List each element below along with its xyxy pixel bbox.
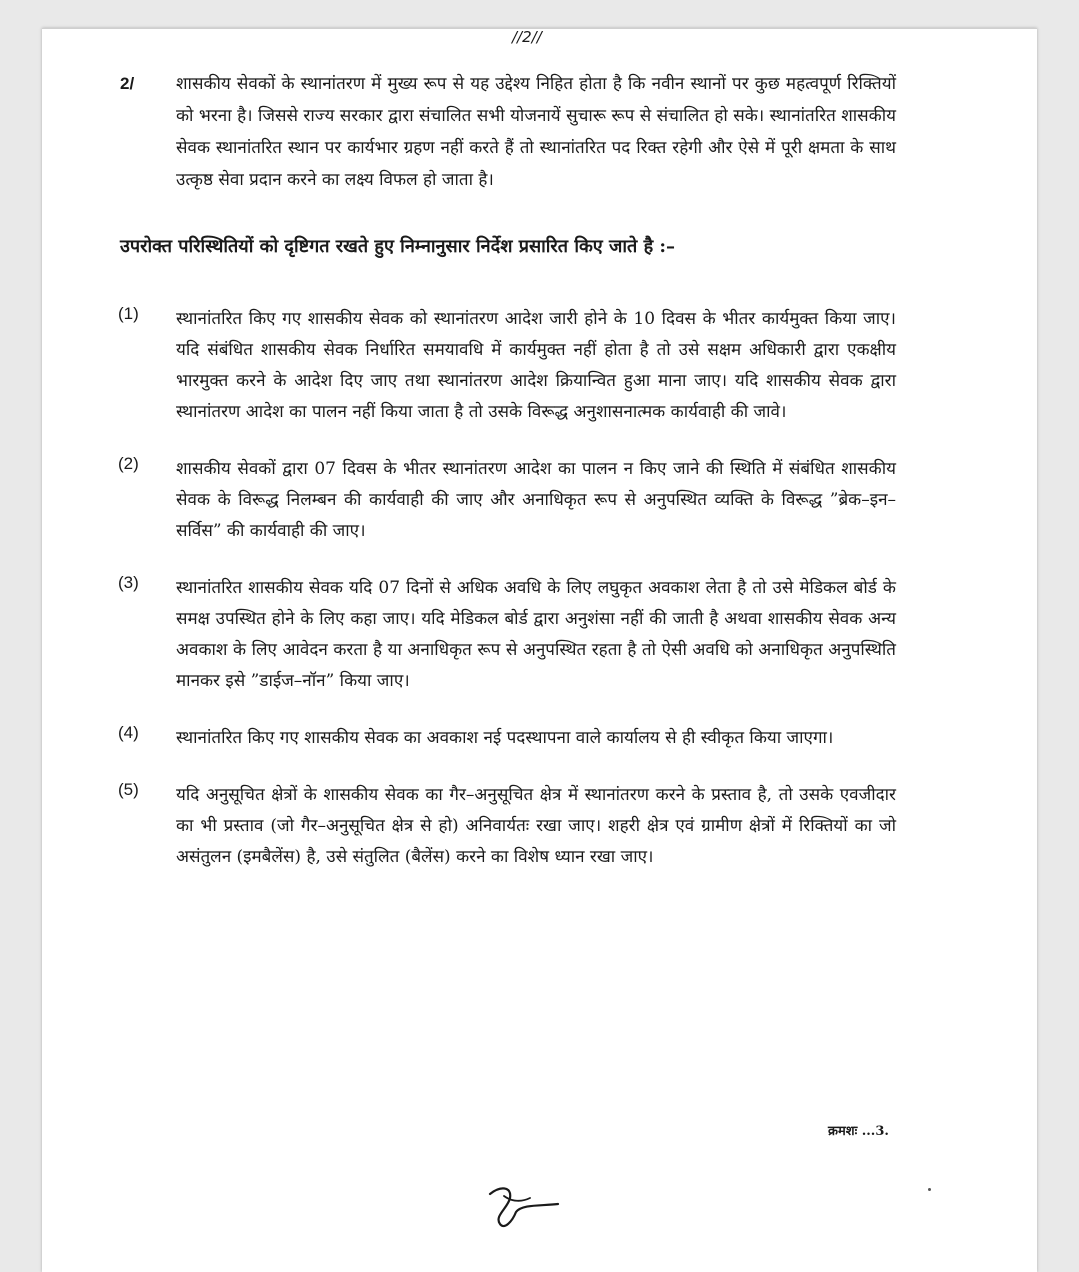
directive-text: स्थानांतरित शासकीय सेवक यदि 07 दिनों से अधिक अवधि के लिए लघुकृत अवकाश लेता है तो उसे मेडिकल बोर्ड के समक्ष उपस्थित होने के लिए कहा जाए। यदि मेडिकल बोर्ड द्वारा अनुशंसा नहीं की जाती है अथवा शासकीय सेवक अन्य अवकाश के लिए आवेदन करता है या अनाधिकृत रूप से अनुपस्थित रहता है तो ऐसी अवधि को अनाधिकृत अनुपस्थिति मानकर इसे ”डाईज–नॉन” किया जाए। bbox=[176, 578, 896, 691]
signature-mark bbox=[482, 1176, 562, 1236]
document-body bbox=[118, 68, 896, 899]
directive-item-1 bbox=[118, 304, 896, 428]
directive-item-4 bbox=[118, 723, 896, 754]
directive-number: (5) bbox=[118, 780, 139, 799]
directives-heading: उपरोक्त परिस्थितियों को दृष्टिगत रखते हुए निम्नानुसार निर्देश प्रसारित किए जाते है :– bbox=[120, 236, 676, 257]
intro-paragraph bbox=[120, 68, 896, 196]
paper-speck bbox=[928, 1188, 931, 1191]
continued-note: क्रमशः ...3. bbox=[828, 1124, 889, 1139]
directive-item-2 bbox=[118, 454, 896, 547]
intro-paragraph-number: 2/ bbox=[120, 74, 135, 93]
directive-text: यदि अनुसूचित क्षेत्रों के शासकीय सेवक का गैर–अनुसूचित क्षेत्र में स्थानांतरण करने के प्रस्ताव है, तो उसके एवजीदार का भी प्रस्ताव (जो गैर–अनुसूचित क्षेत्र से हो) अनिवार्यतः रखा जाए। शहरी क्षेत्र एवं ग्रामीण क्षेत्रों में रिक्तियों का जो असंतुलन (इमबैलेंस) है, उसे संतुलित (बैलेंस) करने का विशेष ध्यान रखा जाए। bbox=[176, 785, 896, 867]
intro-paragraph-text: शासकीय सेवकों के स्थानांतरण में मुख्य रूप से यह उद्देश्य निहित होता है कि नवीन स्थानों पर कुछ महत्वपूर्ण रिक्तियों को भरना है। जिससे राज्य सरकार द्वारा संचालित सभी योजनायें सुचारू रूप से संचालित हो सके। स्थानांतरित शासकीय सेवक स्थानांतरित स्थान पर कार्यभार ग्रहण नहीं करते हैं तो स्थानांतरित पद रिक्त रहेगी और ऐसे में पूरी क्षमता के साथ उत्कृष्ठ सेवा प्रदान करने का लक्ष्य विफल हो जाता है। bbox=[176, 74, 896, 190]
directive-number: (3) bbox=[118, 573, 139, 592]
directive-number: (2) bbox=[118, 454, 139, 473]
directive-item-3 bbox=[118, 573, 896, 697]
page-number: //2// bbox=[512, 28, 542, 46]
document-page bbox=[42, 28, 1037, 1272]
directive-number: (1) bbox=[118, 304, 139, 323]
directive-item-5 bbox=[118, 780, 896, 873]
directive-text: स्थानांतरित किए गए शासकीय सेवक का अवकाश नई पदस्थापना वाले कार्यालय से ही स्वीकृत किया जाएगा। bbox=[176, 728, 834, 748]
directive-number: (4) bbox=[118, 723, 139, 742]
directive-text: शासकीय सेवकों द्वारा 07 दिवस के भीतर स्थानांतरण आदेश का पालन न किए जाने की स्थिति में संबंधित शासकीय सेवक के विरूद्ध निलम्बन की कार्यवाही की जाए और अनाधिकृत रूप से अनुपस्थित व्यक्ति के विरूद्ध ”ब्रेक–इन–सर्विस” की कार्यवाही की जाए। bbox=[176, 459, 896, 541]
directive-text: स्थानांतरित किए गए शासकीय सेवक को स्थानांतरण आदेश जारी होने के 10 दिवस के भीतर कार्यमुक्त किया जाए। यदि संबंधित शासकीय सेवक निर्धारित समयावधि में कार्यमुक्त नहीं होता है तो उसे सक्षम अधिकारी द्वारा एकक्षीय भारमुक्त करने के आदेश दिए जाए तथा स्थानांतरण आदेश क्रियान्वित हुआ माना जाए। यदि शासकीय सेवक द्वारा स्थानांतरण आदेश का पालन नहीं किया जाता है तो उसके विरूद्ध अनुशासनात्मक कार्यवाही की जावे। bbox=[176, 309, 896, 422]
